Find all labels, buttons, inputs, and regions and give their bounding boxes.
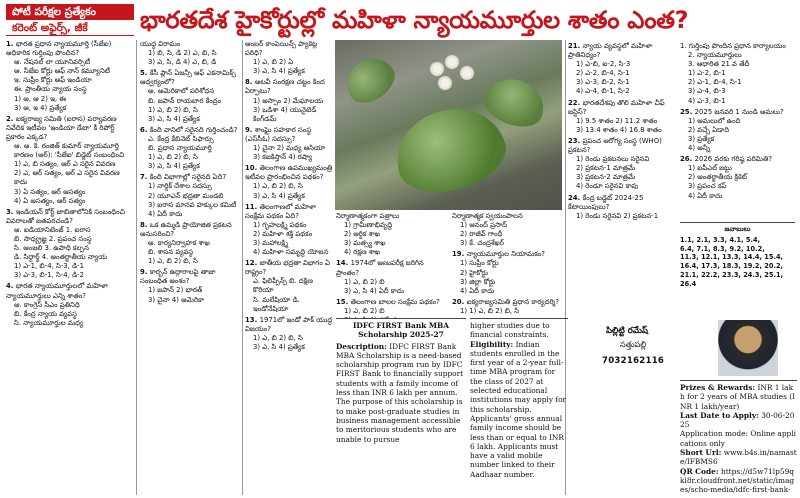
question-number: 21. [568, 42, 583, 50]
answer-option: 1) ఎ, బి 2) బి [344, 306, 385, 315]
answer-option: 1) అమలులో ఉంది [688, 116, 741, 125]
question-number: 26. [680, 155, 695, 164]
question-number: 11. [245, 202, 260, 211]
question-text: 9. శాంఘై సహకార సంస్థ (ఎస్‌సీఓ) సదస్సు? [245, 125, 312, 143]
answer-option: 3) మత్స్య శాఖ [344, 239, 386, 248]
eligibility-label: Eligibility: [470, 339, 514, 349]
question [6, 282, 134, 327]
question-number: 1. [6, 40, 16, 48]
question-text: 14. 1974లో అణుపరీక్ష జరిగిన ప్రాంతం? [336, 259, 424, 277]
answer-option: 1) అస్సాం 2) మేఘాలయ [253, 96, 324, 105]
question [245, 78, 333, 123]
question-number: 6. [140, 125, 150, 134]
answer-option: 3) 13.4 శాతం 4) 16.8 శాతం [576, 125, 662, 134]
answer-option: 1) ఎ, బి 2) బి, సి [253, 333, 303, 342]
scholarship-details [680, 380, 797, 496]
answer-option: 1) ఎ-బి, ఐ-2, సి-3 [576, 60, 631, 69]
quiz-column-6 [568, 42, 676, 314]
description-continued: higher studies due to financial constraints. [470, 321, 550, 340]
question-text: 20. ఐక్యరాజ్యసమితి ప్రధాన కార్యదర్శి? [452, 297, 560, 306]
answer-option: 3. ఆధారిత 21 వ తేదీ [688, 60, 750, 69]
question-text: అంబర్ కాంపెయిన్స్ ప్యాకెట్ల పరిధి? [245, 40, 318, 58]
flower-leaf-photo [335, 40, 562, 210]
answer-key-row: 21.1, 22.2, 23.3, 24.3, 25.1, [680, 270, 784, 279]
answer-option: 2) ఎ-2, బి-4, సి-1 [576, 69, 630, 78]
answer-option: అ. నేషనల్ లా యూనివర్సిటీ [14, 58, 91, 67]
question [568, 194, 676, 221]
answer-option: 1) గ్రామీణాభివృద్ధి [344, 221, 393, 230]
answer-option: 1) 1) ఎ, బి 2) బి, సి [460, 306, 520, 315]
answer-option: 3) ఎ-3, బి-1, సి-4, డి-2 [14, 271, 85, 280]
answer-option: 1) ఎ-1, బి-4, సి-3, డి-1 [14, 262, 85, 271]
question-text: 3. ఇండియన్ కోర్ట్ జాబితాలోనికి సంబంధించి వివరాలతో జతపరచండి? [6, 207, 125, 225]
mode-label: Application mode: [680, 429, 749, 439]
question [245, 164, 333, 200]
question-text: నిర్మాణాత్మకంగా పత్రాలు [336, 212, 400, 220]
answer-option: కారణం (ఆర్): 'సీజేఐ' బిడ్జెట్ సంబంధించి [14, 151, 125, 160]
question [140, 126, 240, 171]
short-url-label: Short Url: [680, 448, 722, 458]
answer-option: బి. సాధ్య్రజ్ఞ 2. ప్రపంచ సంస్థ [14, 234, 92, 243]
question [245, 40, 333, 76]
question-number: 8. [245, 78, 255, 87]
answer-option: 2. న్యాయమూర్తులు [688, 51, 742, 60]
answer-key-row: 1.1, 2.1, 3.3, 4.1, 5.4, [680, 235, 761, 244]
answer-option: 3) ఎ, సి, డి 4) ఎ, బి, డి [148, 58, 217, 67]
answer-key-rows [680, 236, 795, 289]
answer-option: 1) గృహలక్ష్మి పథకం [253, 220, 307, 229]
answer-option: 1) ఎ, బి 2) బి [344, 277, 385, 286]
question [245, 126, 333, 162]
answer-option: 1) అ, ఆ 2) ఇ, ఈ [14, 94, 67, 103]
answer-option: 1) ఎ, బి 2) బి, సి [148, 257, 198, 266]
answer-option: 3) ఎ, సి 4) ఏదీ కాదు [344, 286, 405, 295]
question-number: 4. [6, 282, 16, 291]
question [568, 99, 676, 135]
question-text: 8. ఒక ఉమ్మడి ప్రాయోజిత ప్రకటన అనుసరించి? [140, 220, 232, 238]
answer-option: 4) రక్షణ శాఖ [344, 248, 381, 257]
question [452, 250, 564, 295]
answer-option: 1) ఎ-2, బి-1 [688, 69, 726, 78]
answer-option: బి. కేంద్ర న్యాయ వ్యవస్థ [14, 309, 77, 318]
last-date-value: 30-06-2025 [680, 410, 795, 430]
answer-option: 4) ఏదీ కాదు [460, 286, 495, 295]
answer-option: 3) ఒడిశా 4) యునైటెడ్ కింగ్‌డమ్ [253, 105, 317, 123]
answer-key-row: 11.3, 12.1, 13.3, 14.4, 15.4, [680, 253, 784, 262]
question [6, 208, 134, 281]
answer-option: 4) రెండూ సరైనవి కావు [576, 182, 639, 191]
question-text: 24. కేంద్ర బడ్జెట్ 2024-25 కేటాయింపులు? [568, 193, 644, 211]
answer-option: 3) ఎ, సి 4) ప్రత్యేక [253, 67, 305, 76]
answer-key-row: 16.4, 17.3, 18.3, 19.2, 20.2, [680, 262, 784, 271]
answer-option: ఎ. కేంద్ర కేబినెట్ సిఫార్సు [148, 134, 214, 143]
quiz-column-1 [6, 40, 134, 495]
question-number: 15. [336, 297, 351, 306]
question-text: 21. న్యాయ వ్యవస్థలో మహిళా ప్రాతినిధ్యం? [568, 42, 653, 60]
answer-option: 1) ఎ, బి 2) బి, సి [253, 182, 303, 191]
answer-option: 3) కే. చంద్రశేఖర్ [460, 239, 504, 248]
question-text: 8. అటవీ సంరక్షణ చట్టం కింద ఏర్పాటు? [245, 78, 325, 96]
question-text: 5. కేసీ ప్లాన్ ఏజన్సీ ఆఫ్ ఎకనామిక్స్ ఆధ్వర్యంలో? [140, 69, 236, 87]
question-text: 9. కార్బన్ ఉద్గారాలపై తాజా సంబంధిత అంశం? [140, 268, 216, 286]
question [6, 40, 134, 113]
answer-option: 2) ప్రకటన-1 మాత్రమే [576, 164, 636, 173]
answer-option: 2) ఎ, ఆర్ సత్యం, ఆర్ ఎ సరైన వివరణ కాదు [14, 169, 120, 187]
question [140, 40, 240, 67]
answer-option: 3) ఏ సత్యం, ఆర్ అసత్యం [14, 187, 86, 196]
question [336, 212, 448, 257]
question [140, 221, 240, 266]
answer-option: 2) ఆర్థిక శాఖ [344, 230, 380, 239]
answer-option: 4) మహిళా సమృద్ధి యోజన [253, 248, 329, 257]
answer-option: ఎ. ఫిలిప్పీన్స్ బి. దక్షిణ కొరియా [253, 277, 313, 295]
question [680, 108, 795, 153]
answer-option: బి. శాసన వ్యవస్థ [148, 248, 194, 257]
answer-option: 2) హైకోర్టు [460, 268, 488, 277]
qr-link[interactable]: https://d5w71lp59qkl8r.cloudfront.net/static/images/scho-media/idfc-first-bank- [680, 466, 795, 495]
answer-option: 1) చైనా 2) మధ్య ఆసియా [253, 144, 325, 153]
answer-option: 1) ఎ, బి 2) ఏ [253, 58, 294, 67]
mode-value: Online applications only [680, 429, 797, 448]
answer-option: 1) ఎ, బి సత్యం, ఆర్ ఎ సరైన వివరణ [14, 160, 116, 169]
answer-option: ఆ. సీజేఐ కోర్టు ఆఫ్ నాన్ కమ్యూనిటీ [14, 67, 110, 76]
question-number: 20. [452, 297, 467, 306]
answer-option: 2) అంతర్జాతీయ క్రికెట్ [688, 173, 748, 182]
question [336, 259, 448, 295]
question-number: 8. [140, 220, 150, 229]
answer-option: 1) నార్డిక్ దేశాల సదస్సు [148, 182, 212, 191]
answer-option: 2) ఎ-1, బి-4, సి-1 [688, 78, 742, 87]
quiz-column-5 [452, 212, 564, 318]
question [568, 137, 676, 192]
scholarship-box [336, 318, 466, 496]
sub-tag: కరెంట్ అఫైర్స్, జీకే [6, 20, 134, 36]
question [568, 42, 676, 97]
answer-option: 3) ఎ, సి 4) ప్రత్యేక [148, 114, 200, 123]
quiz-column-4 [336, 212, 448, 318]
answer-option: బి. ప్రధాన న్యాయమూర్తి [148, 144, 212, 153]
description-text: IDFC FIRST Bank MBA Scholarship is a need-based scholarship program run by IDFC FIRST Bank to financially support students with a family income of less than INR 6 lakh per annum. The purpose of this scholarship is to make post-graduate studies in business management accessible to meritorious students who are unable to pursue [336, 341, 464, 444]
qr-label: QR Code: [680, 466, 719, 476]
question [452, 298, 564, 316]
question-number: 19. [452, 250, 467, 259]
author-name: పిల్లిట్టి రమేష్ [606, 326, 648, 336]
question [680, 155, 795, 200]
prizes-label: Prizes & Rewards: [680, 383, 756, 392]
answer-option: 3) మహాలక్ష్మి [253, 238, 289, 247]
answer-option: 3) ప్రత్యేక [688, 134, 715, 143]
question-text: 2. ఐక్యరాజ్య సమితి (ఐరాస) పర్యావరణ నివేదిక ఇటీవల 'ఇండియా డేటా' కీ రిపోర్ట్ ప్రకారం ఎక్కడ? [6, 114, 117, 141]
question [336, 298, 448, 318]
question-text: 13. 1971లో ఇండో పాక్ యుద్ధ విజయం? [245, 315, 333, 333]
answer-option: 4) ఏదీ కాదు [148, 209, 183, 218]
headline: భారతదేశ హైకోర్టుల్లో మహిళా న్యాయమూర్తుల శాతం ఎంత? [140, 6, 689, 34]
answer-option: 2) యూఎన్ భద్రతా మండలి [148, 191, 224, 200]
answer-option: 3) ప్రకటన-2 మాత్రమే [576, 173, 636, 182]
scholarship-title: IDFC FIRST Bank MBA Scholarship 2025-27 [352, 321, 450, 340]
question-text: 7. కింది విభాగాల్లో సరైనది ఏది? [140, 173, 227, 182]
answer-option: 1) ఐపీఎల్ జట్టు [688, 164, 732, 173]
question-text: 6. కింది వానిలో సరైనది గుర్తించండి? [140, 125, 238, 134]
short-url-link[interactable]: www.b4s.in/namaste/IFBMS6 [680, 448, 797, 467]
answer-option: 1) సుప్రీం కోర్టు [460, 259, 499, 268]
prizes-text: INR 1 lakh for 2 years of MBA studies (INR 1 lakh/year) [680, 383, 796, 411]
question-number: 2. [6, 114, 16, 123]
answer-option: 4) ఏ అసత్యం, ఆర్ సత్యం [14, 196, 86, 205]
question-number: 3. [6, 207, 16, 216]
question [245, 316, 333, 352]
answer-option: అ. కాంగ్రెస్ సీఎం ప్రతినిధి [14, 300, 80, 309]
question [452, 212, 564, 248]
answer-option: 3) చైనా 4) అమెరికా [148, 295, 204, 304]
question-text: 1. గుర్తింపు పొందిన ప్రధాన కార్యాలయం [680, 42, 786, 50]
question-number: 24. [568, 193, 583, 202]
answer-option: సి. అంజలి 3. ఉపాధి కల్పన [14, 244, 89, 253]
answer-option: 3) ప్రపంచ కప్ [688, 182, 727, 191]
question-text: నిర్మాణాత్మక స్వయంపాలన [452, 212, 523, 220]
question-text: 4. భారత న్యాయమూర్తులలో మహిళా న్యాయమూర్తులు ఎన్ని శాతం? [6, 282, 108, 300]
answer-option: 1) ఎ, బి 2) బి, సి [148, 105, 198, 114]
answer-option: 1) రెండు ప్రకటనలు సరైనవి [576, 155, 650, 164]
answer-option: 4) అన్నీ [688, 144, 710, 153]
question [140, 69, 240, 124]
answer-option: 1) రెండు సరైనవి 2) ప్రకటన-1 [576, 211, 659, 220]
question-text: 15. తెలంగాణ బాలల సంక్షేమ పథకం? [336, 297, 440, 306]
answer-option: 1) జపాన్ 2) భారత్ [148, 286, 203, 295]
answer-option: 3) కజకిస్తాన్ 4) రష్యా [253, 153, 312, 162]
author-card [568, 318, 795, 378]
answer-option: సి. న్యాయమూర్తుల మధ్య [14, 318, 84, 327]
description-label: Description: [336, 341, 387, 351]
quiz-column-3 [245, 40, 333, 495]
answer-option: బి. జపాన్ రాయబార కేంద్రం [148, 96, 222, 105]
question-number: 12. [245, 259, 260, 268]
author-avatar [718, 320, 778, 376]
answer-option: 2) రాజీవ్ గాంధీ [460, 230, 503, 239]
quiz-column-2 [140, 40, 240, 495]
answer-option: 2) మహిళా శక్తి పథకం [253, 229, 313, 238]
answer-option: 3) ఆ, ఇ 4) ప్రత్యేక [14, 103, 67, 112]
question-number: 9. [245, 125, 255, 134]
answer-option: అ. కార్యనిర్వాహక శాఖ [148, 238, 210, 247]
answer-option: ఆ. అ. కె. రంజిత్ కుమార్ న్యాయమూర్తి [14, 142, 119, 151]
answer-key-row: 26.4 [680, 279, 697, 288]
question [140, 173, 240, 218]
answer-option: సి. మలేషియా డి. ఇండోనేషియా [253, 295, 300, 313]
question-text: 25. 2025 జనవరి 1 నుండి అమలు? [680, 107, 784, 116]
answer-key-row: 6.4, 7.1, 8.3, 9.2, 10.2, [680, 244, 765, 253]
answer-option: 2) వచ్చే ఏడాది [688, 125, 730, 134]
answer-option: 3) ఎ-4, బి-3 [688, 87, 726, 96]
answer-option: ఈ. ప్రాంతీయ న్యాయ సంస్థ [14, 85, 87, 94]
question [245, 259, 333, 314]
answer-key [680, 222, 795, 314]
question-number: 14. [336, 259, 351, 268]
question-text: 12. జాతీయ భద్రతా విభాగం ఏ రాష్ట్రం? [245, 259, 330, 277]
answer-option: 1) ఆనంద్ ప్రసాద్ [460, 221, 508, 230]
question-text: 26. 2026 వరకు గరిష్ఠ పరిమితి? [680, 155, 773, 164]
question-number: 22. [568, 98, 583, 107]
question-number: 9. [140, 268, 150, 277]
question-text: 1. భారత ప్రధాన న్యాయమూర్తి (సీజేఐ) అధికారిక గుర్తింపు పొందిన? [6, 40, 112, 58]
answer-option: 3) ఐరాస మానవ హక్కుల కమిటీ [148, 200, 237, 209]
quiz-column-7 [680, 42, 795, 220]
question-number: 5. [140, 69, 150, 78]
question-number: 25. [680, 107, 695, 116]
answer-option: 4) ఎ-3, బి-1 [688, 96, 726, 105]
question [680, 42, 795, 106]
question-number: 7. [140, 173, 150, 182]
answer-option: 3) ఎ, సి 4) ప్రత్యేక [148, 162, 200, 171]
last-date-label: Last Date to Apply: [680, 410, 759, 420]
eligibility-text: Indian students enrolled in the first year of a 2-year full-time MBA program for the class of 2027 at selected educational institutions may apply for this scholarship. Applicants' gross annual family income should be less than or equal to INR 6 lakh. Applicants must have a valid mobile number linked to their Aadhaar number. [470, 339, 567, 479]
answer-option: అ. ఐడియానిటెంజ్ 1. ఐరాస [14, 225, 91, 234]
question-text: యుద్ధ విరామం [140, 40, 181, 48]
answer-option: డి. సిద్ధార్థ్ 4. అంతర్జాతీయ న్యాయ [14, 253, 107, 262]
question [140, 268, 240, 304]
question-number: 10. [245, 164, 260, 173]
author-phone: 7032162116 [602, 356, 665, 366]
answer-option: 3) ఎ, సి 4) ప్రత్యేక [253, 191, 305, 200]
answer-option: 3) ఎ, సి 4) ప్రత్యేక [253, 343, 305, 351]
question-number: 23. [568, 136, 583, 145]
answer-option: 3) జిల్లా కోర్టు [460, 277, 496, 286]
question-text: 22. భారతదేశపు తొలి మహిళా చీఫ్ జస్టిస్? [568, 98, 665, 116]
question [6, 115, 134, 206]
answer-option: 1) ఎ, బి 2) బి, సి [148, 153, 198, 162]
answer-key-title: జవాబులు [724, 225, 751, 233]
question-text: 23. ప్రపంచ ఆరోగ్య సంస్థ (WHO) ప్రకటన? [568, 136, 662, 155]
answer-option: ఇ. సుప్రీం కోర్టు ఆఫ్ ఇండియా [14, 76, 92, 85]
answer-option: అ. అమెరికాలో పరిశోధన [148, 87, 215, 96]
question-text: 19. న్యాయమూర్తుల నియామకం? [452, 250, 545, 259]
section-tag: పోటీ పరీక్షల ప్రత్యేకం [6, 4, 134, 21]
answer-option: 1) 9.5 శాతం 2) 11.2 శాతం [576, 116, 658, 125]
answer-option: 4) ఏదీ కాదు [688, 191, 723, 200]
answer-option: 4) ఎ-4, బి-1, సి-2 [576, 87, 630, 96]
author-place: సత్తుపల్లి [620, 340, 647, 349]
answer-option: 1) బి, సి, డి 2) ఎ, బి, సి [148, 49, 217, 58]
scholarship-eligibility [470, 318, 568, 496]
question-text: 11. తెలంగాణలో మహిళా సంక్షేమ పథకం ఏది? [245, 202, 317, 220]
question-text: 10. తెలంగాణ ఉపముఖ్యమంత్రి ఇటీవల ప్రారంభించిన పథకం? [245, 164, 333, 182]
question-number: 13. [245, 315, 260, 324]
question [245, 203, 333, 258]
answer-option: 3) ఎ-3, బి-2, సి-1 [576, 78, 630, 87]
